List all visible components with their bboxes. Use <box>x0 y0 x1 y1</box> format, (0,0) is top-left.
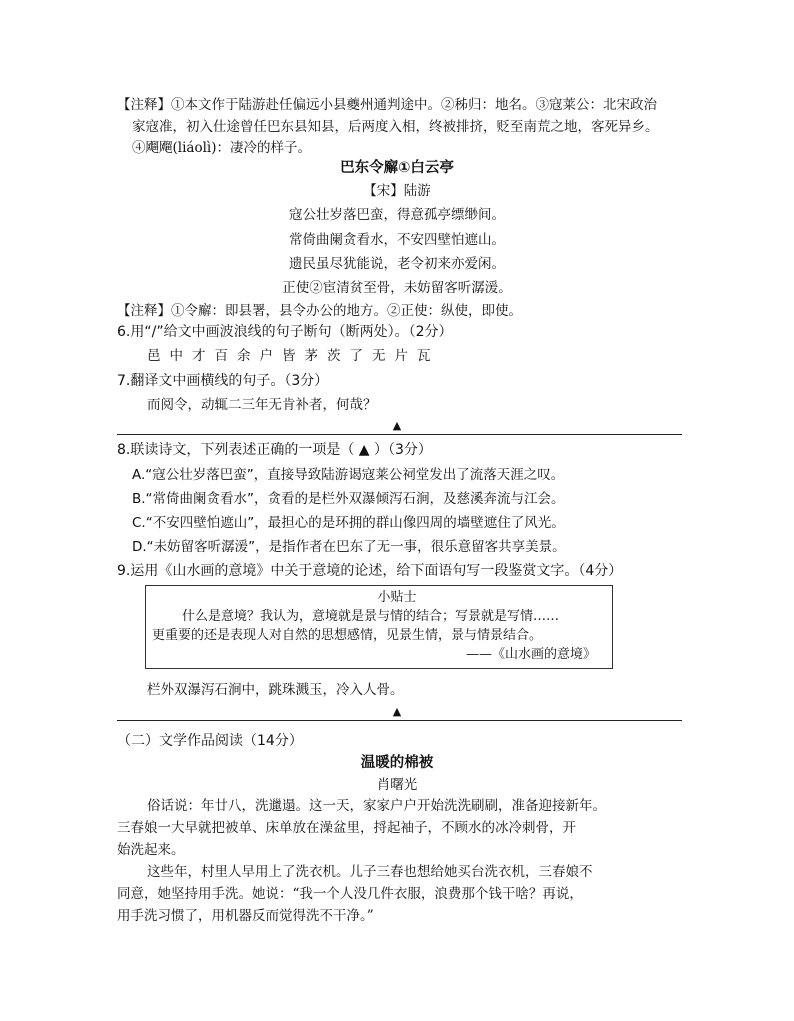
story-title: 温暖的棉被 <box>360 755 434 771</box>
para-1-line-3: 始洗起来。 <box>117 842 185 858</box>
para-2-line-1: 这些年，村里人早用上了洗衣机。儿子三春也想给她买台洗衣机，三春娘不 <box>147 864 593 880</box>
answer-line-9 <box>117 720 682 721</box>
notes-line-2: 家寇准，初入仕途曾任巴东县知县，后两度入相，终被排挤，贬至南荒之地，客死异乡。 <box>132 119 659 135</box>
poem-line-1: 寇公壮岁落巴蛮，得意孤亭缥缈间。 <box>289 207 505 223</box>
question-8-option-a: A.“寇公壮岁落巴蛮”，直接导致陆游谒寇莱公祠堂发出了流落天涯之叹。 <box>132 467 565 483</box>
notes-line-1: 【注释】①本文作于陆游赴任偏远小县夔州通判途中。②秭归：地名。③寇莱公：北宋政治 <box>117 97 657 113</box>
question-7-text: 而阅令，动辄二三年无肯补者，何哉？ <box>147 397 377 413</box>
tip-title: 小贴士 <box>377 590 417 605</box>
poem-note: 【注释】①令廨：即县署，县令办公的地方。②正使：纵使，即使。 <box>117 303 522 319</box>
para-1-line-2: 三春娘一大早就把被单、床单放在澡盆里，捋起袖子，不顾水的冰冷刺骨，开 <box>117 820 576 836</box>
tip-line-2: 更重要的还是表现人对自然的思想感情，见景生情，景与情景结合。 <box>152 628 543 643</box>
question-8-option-b: B.“常倚曲阑贪看水”，贪看的是栏外双瀑倾泻石涧，及慈溪奔流与江会。 <box>132 491 565 507</box>
para-1-line-1: 俗话说：年廿八，洗邋遢。这一天，家家户户开始洗洗刷刷，准备迎接新年。 <box>147 798 606 814</box>
poem-line-4: 正使②宦清贫至骨，未妨留客听潺湲。 <box>282 280 512 296</box>
notes-line-3: ④飗飗(liáolì)：凄冷的样子。 <box>132 140 311 156</box>
section-2-heading: （二）文学作品阅读（14分） <box>117 733 303 749</box>
question-6-stem: 6.用“/”给文中画波浪线的句子断句（断两处）。（2分） <box>117 324 453 340</box>
poem-line-2: 常倚曲阑贪看水，不安四壁怕遮山。 <box>289 232 505 248</box>
para-2-line-3: 用手洗习惯了，用机器反而觉得洗不干净。” <box>117 908 374 924</box>
question-8-option-d: D.“未妨留客听潺湲”，是指作者在巴东了无一事，很乐意留客共享美景。 <box>132 539 566 555</box>
question-7-stem: 7.翻译文中画横线的句子。（3分） <box>117 373 329 389</box>
question-9-stem: 9.运用《山水画的意境》中关于意境的论述，给下面语句写一段鉴赏文字。（4分） <box>117 563 623 579</box>
question-8-stem: 8.联读诗文，下列表述正确的一项是（ ▲ ）（3分） <box>117 442 432 458</box>
answer-line-7 <box>117 434 682 435</box>
answer-mark-7: ▲ <box>392 419 402 432</box>
answer-mark-9: ▲ <box>392 705 402 718</box>
tip-source: ——《山水画的意境》 <box>466 647 597 662</box>
story-author: 肖曙光 <box>376 777 418 793</box>
question-8-option-c: C.“不安四壁怕遮山”，最担心的是环拥的群山像四周的墙壁遮住了风光。 <box>132 515 565 531</box>
para-2-line-2: 同意，她坚持用手洗。她说：“我一个人没几件衣服，浪费那个钱干啥？再说， <box>117 886 583 902</box>
poem-title: 巴东令廨①白云亭 <box>340 160 454 176</box>
tip-line-1: 什么是意境？我认为，意境就是景与情的结合；写景就是写情…… <box>182 609 560 624</box>
poem-line-3: 遗民虽尽犹能说，老令初来亦爱闲。 <box>289 256 505 272</box>
poem-author: 【宋】陆游 <box>363 183 431 199</box>
question-9-text: 栏外双瀑泻石涧中，跳珠溅玉，冷入人骨。 <box>147 682 404 698</box>
question-6-text: 邑中才百余户皆茅茨了无片瓦 <box>147 348 440 364</box>
